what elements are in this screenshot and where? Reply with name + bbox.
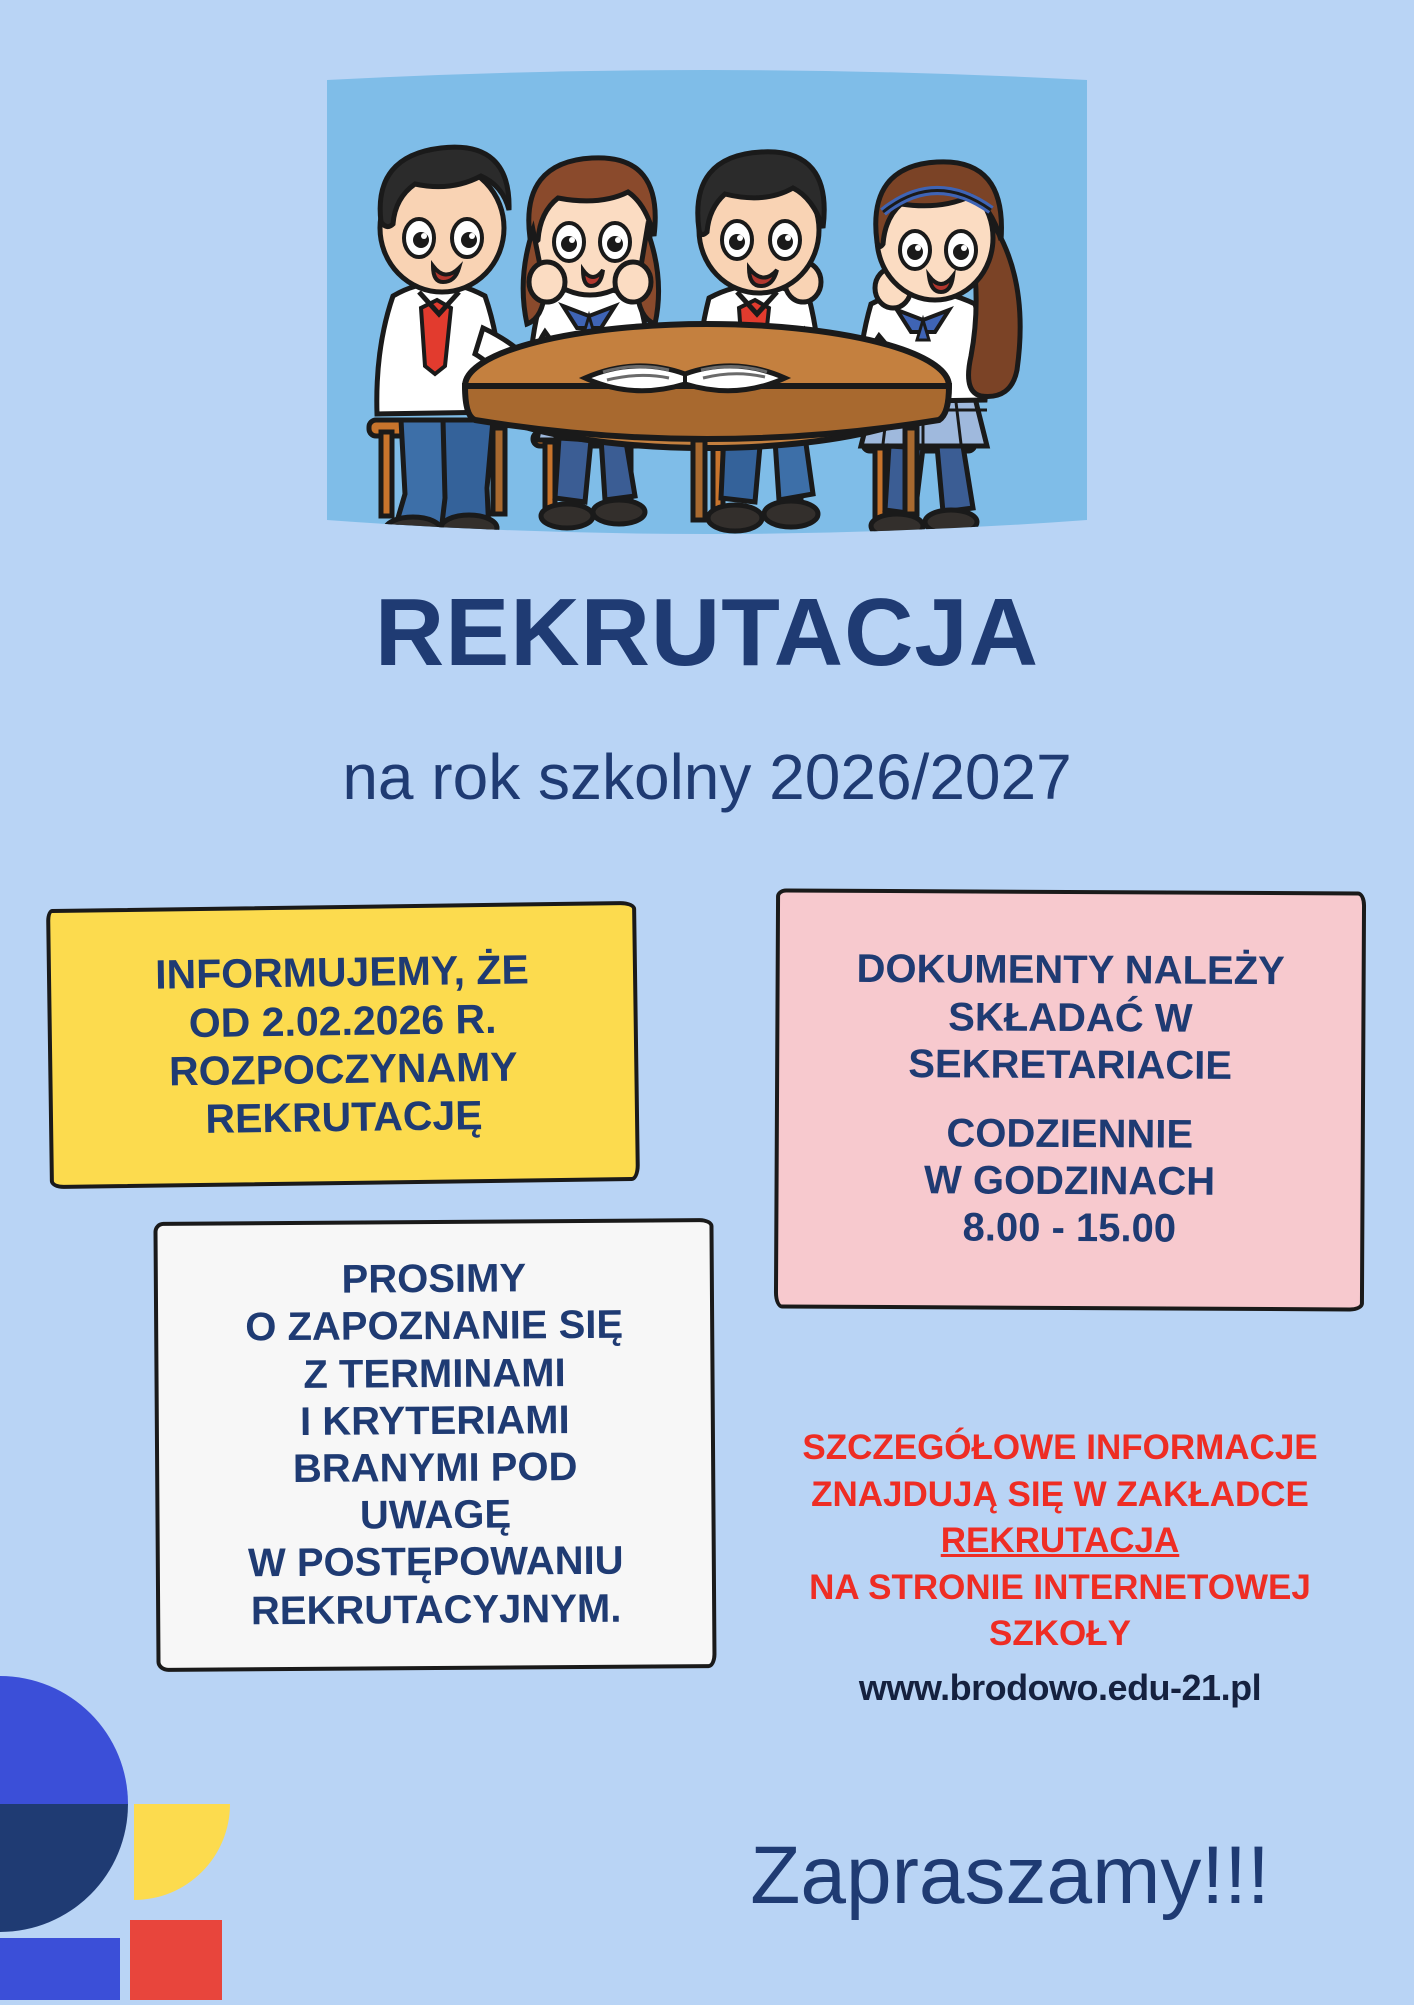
details-line-2: ZNAJDUJĄ SIĘ W ZAKŁADCE: [811, 1474, 1309, 1514]
info-box-pink: [774, 888, 1366, 1311]
pink-line-1: DOKUMENTY NALEŻY: [856, 947, 1285, 994]
yellow-line-3: ROZPOCZYNAMY: [168, 1043, 518, 1095]
white-line-6: UWAGĘ: [359, 1492, 512, 1538]
white-line-3: Z TERMINAMI: [303, 1350, 566, 1397]
students-illustration-svg: [297, 60, 1117, 570]
pink-line-6: 8.00 - 15.00: [962, 1205, 1177, 1251]
yellow-line-1: INFORMUJEMY, ŻE: [154, 946, 530, 998]
info-box-yellow: [46, 901, 640, 1189]
pink-line-4: CODZIENNIE: [946, 1111, 1194, 1157]
closing-invitation: Zapraszamy!!!: [750, 1830, 1270, 1921]
white-line-1: PROSIMY: [341, 1256, 527, 1302]
white-line-5: BRANYMI POD: [292, 1445, 578, 1491]
page-title: REKRUTACJA: [374, 579, 1040, 686]
blue-quarter-circle: [0, 1676, 128, 1804]
navy-half-circle: [0, 1804, 128, 1932]
rekrutacja-link[interactable]: REKRUTACJA: [940, 1521, 1180, 1561]
details-line-3: NA STRONIE INTERNETOWEJ: [809, 1567, 1311, 1607]
white-line-8: REKRUTACYJNYM.: [250, 1586, 622, 1633]
details-line-4: SZKOŁY: [989, 1614, 1131, 1654]
red-square: [130, 1920, 222, 2000]
students-illustration: [297, 60, 1117, 570]
white-line-2: O ZAPOZNANIE SIĘ: [245, 1303, 624, 1350]
pink-line-2: SKŁADAĆ W: [948, 994, 1193, 1041]
corner-decoration: [0, 1670, 300, 2000]
page-subtitle: na rok szkolny 2026/2027: [342, 741, 1072, 813]
yellow-quarter-circle: [134, 1804, 230, 1900]
pink-gap: [795, 1088, 1345, 1113]
pink-line-3: SEKRETARIACIE: [908, 1041, 1233, 1088]
blue-rect: [0, 1938, 120, 2000]
white-line-7: W POSTĘPOWANIU: [247, 1539, 624, 1586]
corner-decoration-svg: [0, 1670, 300, 2000]
details-info-block: [740, 1425, 1380, 1712]
yellow-line-4: REKRUTACJĘ: [205, 1092, 483, 1143]
yellow-line-2: OD 2.02.2026 R.: [188, 995, 497, 1046]
pink-line-5: W GODZINACH: [923, 1158, 1216, 1204]
details-line-1: SZCZEGÓŁOWE INFORMACJE: [802, 1428, 1318, 1467]
white-line-4: I KRYTERIAMI: [299, 1397, 570, 1444]
school-website-link[interactable]: www.brodowo.edu-21.pl: [858, 1666, 1262, 1708]
info-box-white: [153, 1218, 716, 1672]
